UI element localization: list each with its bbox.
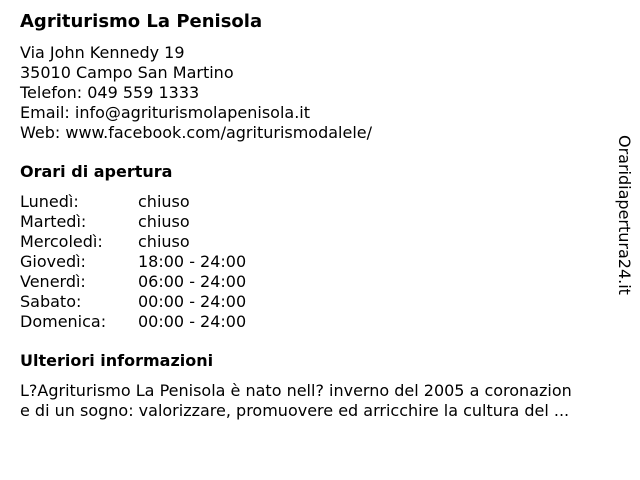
- hours-day: Martedì:: [20, 212, 87, 231]
- hours-day: Giovedì:: [20, 252, 86, 271]
- hours-row-tuesday: [20, 212, 620, 232]
- hours-day: Venerdì:: [20, 272, 86, 291]
- hours-time: chiuso: [138, 192, 190, 211]
- address-street: Via John Kennedy 19: [20, 43, 185, 62]
- hours-day: Domenica:: [20, 312, 107, 331]
- hours-time: chiuso: [138, 212, 190, 231]
- hours-row-wednesday: [20, 232, 620, 252]
- hours-row-sunday: [20, 312, 620, 332]
- info-text-line: e di un sogno: valorizzare, promuovere ed arricchire la cultura del ...: [20, 401, 570, 420]
- hours-row-thursday: [20, 252, 620, 272]
- hours-row-saturday: [20, 292, 620, 312]
- hours-time: chiuso: [138, 232, 190, 251]
- further-info-heading: Ulteriori informazioni: [20, 351, 214, 370]
- hours-time: 06:00 - 24:00: [138, 272, 247, 291]
- hours-time: 18:00 - 24:00: [138, 252, 247, 271]
- phone-number: Telefon: 049 559 1333: [20, 83, 200, 102]
- address-city: 35010 Campo San Martino: [20, 63, 234, 82]
- info-text-line: L?Agriturismo La Penisola è nato nell? inverno del 2005 a coronazion: [20, 381, 572, 400]
- website-url: Web: www.facebook.com/agriturismodalele/: [20, 123, 373, 142]
- hours-day: Lunedì:: [20, 192, 79, 211]
- opening-hours-table: [20, 192, 620, 332]
- hours-row-friday: [20, 272, 620, 292]
- hours-day: Mercoledì:: [20, 232, 103, 251]
- hours-day: Sabato:: [20, 292, 82, 311]
- business-name: Agriturismo La Penisola: [20, 11, 263, 32]
- hours-row-monday: [20, 192, 620, 212]
- hours-time: 00:00 - 24:00: [138, 292, 247, 311]
- business-card: [20, 10, 620, 421]
- opening-hours-heading: Orari di apertura: [20, 162, 173, 181]
- email-address: Email: info@agriturismolapenisola.it: [20, 103, 311, 122]
- site-watermark: Oraridiapertura24.it: [615, 135, 634, 295]
- hours-time: 00:00 - 24:00: [138, 312, 247, 331]
